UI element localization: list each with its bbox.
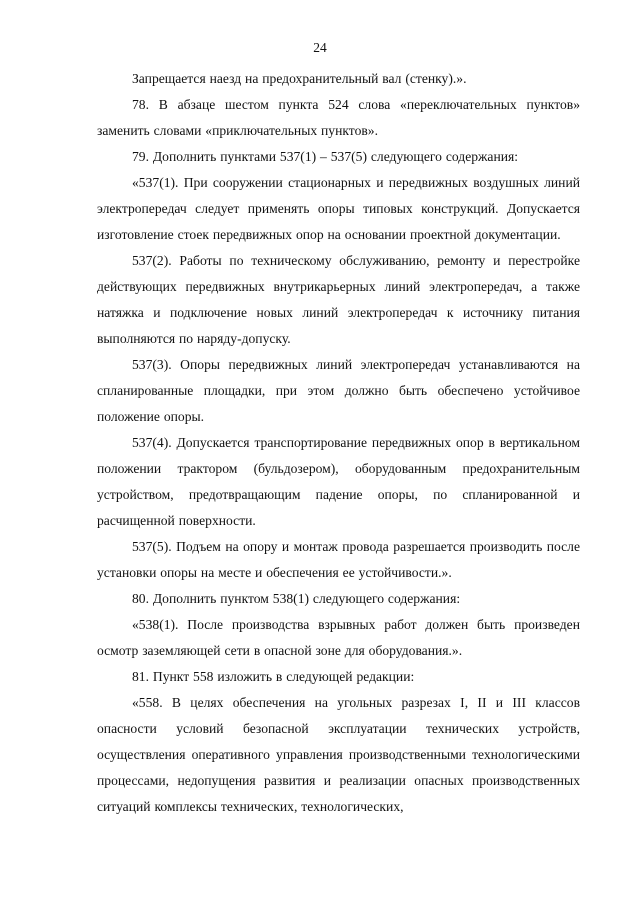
- paragraph-7: 537(4). Допускается транспортирование передвижных опор в вертикальном положении трактором (бульдозером), оборудованным предохранительным устройством, предотвращающим падение опоры, по спланированной и расчищенной поверхности.: [97, 435, 580, 528]
- paragraph-4: «537(1). При сооружении стационарных и передвижных воздушных линий электропередач следует применять опоры типовых конструкций. Допускается изготовление стоек передвижных опор на основании проектной документации.: [97, 175, 580, 242]
- paragraph-3: 79. Дополнить пунктами 537(1) – 537(5) следующего содержания:: [132, 149, 519, 164]
- paragraph-9: 80. Дополнить пунктом 538(1) следующего содержания:: [132, 591, 461, 606]
- paragraph-12: «558. В целях обеспечения на угольных разрезах I, II и III классов опасности условий безопасной эксплуатации технических устройств, осуществления оперативного управления производственными технологическими процессами, недопущения развития и реализации опасных производственных ситуаций комплексы технических, технологических,: [97, 695, 580, 814]
- paragraph-11: 81. Пункт 558 изложить в следующей редакции:: [132, 669, 415, 684]
- paragraph-6: 537(3). Опоры передвижных линий электропередач устанавливаются на спланированные площадки, при этом должно быть обеспечено устойчивое положение опоры.: [97, 357, 580, 424]
- document-body: [97, 66, 580, 820]
- paragraph-8: 537(5). Подъем на опору и монтаж провода разрешается производить после установки опоры на месте и обеспечения ее устойчивости.».: [97, 539, 580, 580]
- paragraph-10: «538(1). После производства взрывных работ должен быть произведен осмотр заземляющей сети в опасной зоне для оборудования.».: [97, 617, 580, 658]
- paragraph-5: 537(2). Работы по техническому обслуживанию, ремонту и перестройке действующих передвижных внутрикарьерных линий электропередач, а также натяжка и подключение новых линий электропередач к источнику питания выполняются по наряду-допуску.: [97, 253, 580, 346]
- page-number: 24: [313, 40, 327, 55]
- paragraph-1: Запрещается наезд на предохранительный вал (стенку).».: [132, 71, 467, 86]
- paragraph-2: 78. В абзаце шестом пункта 524 слова «переключательных пунктов» заменить словами «приключательных пунктов».: [97, 97, 580, 138]
